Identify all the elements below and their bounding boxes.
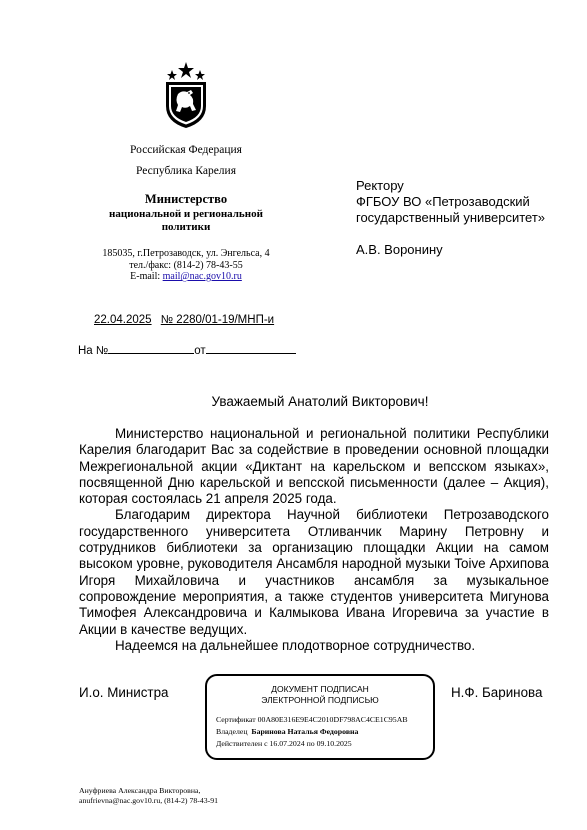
reference-label: На №: [78, 345, 109, 357]
ministry-phone: тел./факс: (814-2) 78-43-55: [129, 260, 243, 271]
footer-executor: Ануфриева Александра Викторовна,: [79, 786, 201, 795]
recipient-block: [356, 178, 576, 258]
email-link[interactable]: mail@nac.gov10.ru: [162, 271, 242, 282]
reference-line: [78, 343, 296, 357]
ministry-address: 185035, г.Петрозаводск, ул. Энгельса, 4: [102, 248, 270, 259]
republic-name: Республика Карелия: [135, 165, 236, 177]
paragraph-acknowledgements: Благодарим директора Научной библиотеки Петрозаводского государственного университета Отливанчик Марину Петровну и сотрудников библиотеки за организацию площадки Акции на самом высоком уровне, руководителя Ансамбля народной музыки Toive Архипова Игоря Михайловича и участников ансамбля за музыкальное сопровождение мероприятия, а также студентов университета Мигунова Тимофея Александровича и Калмыкова Ивана Игоревича за участие в Акции в качестве ведущих.: [79, 507, 549, 637]
stamp-validity: Действителен с 16.07.2024 по 09.10.2025: [216, 739, 352, 748]
paragraph-thanks: Министерство национальной и региональной политики Республики Карелия благодарит Вас за содействие в проведении основной площадки Межрегиональной акции «Диктант на карельском и вепсском языках», посвященной Дню карельской и вепсской письменности (далее – Акция), которая состоялась 21 апреля 2025 года.: [79, 426, 549, 507]
signer-position: И.о. Министра: [79, 685, 169, 700]
karelia-coat-of-arms-icon: [160, 60, 212, 130]
letter-body: [79, 426, 549, 654]
electronic-signature-stamp: [205, 674, 435, 760]
email-label: E-mail:: [130, 271, 163, 282]
stamp-title: ДОКУМЕНТ ПОДПИСАН: [271, 684, 369, 694]
reference-number-field: [108, 343, 194, 354]
reference-date-field: [206, 343, 296, 354]
paragraph-closing: Надеемся на дальнейшее плодотворное сотрудничество.: [115, 637, 476, 653]
stamp-certificate: Сертификат 00A80E316E9E4C2010DF798AC4CE1C95AB: [216, 715, 408, 724]
registration-line: [78, 314, 274, 326]
stamp-subtitle: ЭЛЕКТРОННОЙ ПОДПИСЬЮ: [261, 695, 379, 705]
ministry-title: Министерство: [144, 192, 228, 206]
recipient-name: А.В. Воронину: [356, 242, 443, 257]
recipient-org-line2: государственный университет»: [356, 210, 546, 225]
recipient-title: Ректору: [356, 178, 404, 193]
ministry-email-line: [90, 271, 282, 283]
ministry-title-line2: национальной и региональной: [109, 208, 263, 220]
ministry-title-line3: политики: [161, 221, 211, 233]
reference-from-label: от: [194, 345, 206, 357]
stamp-owner: Владелец Баринова Наталья Федоровна: [216, 727, 359, 736]
registration-date: 22.04.2025: [94, 314, 152, 326]
recipient-org: ФГБОУ ВО «Петрозаводский: [356, 194, 530, 209]
country-name: Российская Федерация: [130, 144, 242, 156]
signer-name: Н.Ф. Баринова: [451, 685, 543, 700]
footer-contact: anufrievna@nac.gov10.ru, (814-2) 78-43-91: [79, 796, 219, 805]
salutation: Уважаемый Анатолий Викторович!: [211, 394, 429, 409]
registration-number: № 2280/01-19/МНП-и: [160, 314, 275, 326]
